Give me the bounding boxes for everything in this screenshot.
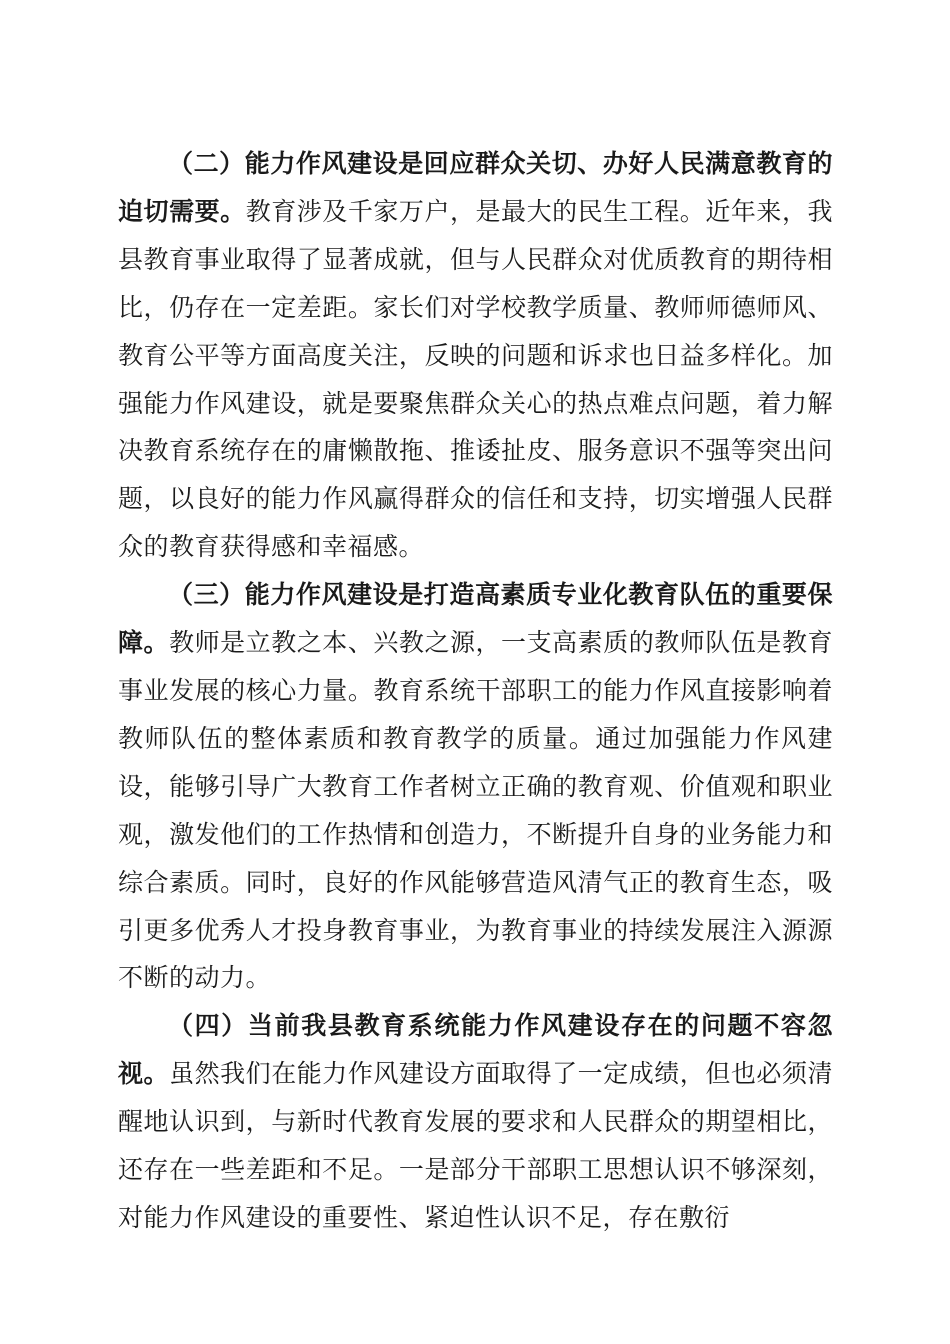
paragraph-four-body: 虽然我们在能力作风建设方面取得了一定成绩，但也必须清醒地认识到，与新时代教育发展的要求和人民群众的期望相比，还存在一些差距和不足。一是部分干部职工思想认识不够深刻，对能力作风建设的重要性、紧迫性认识不足，存在敷衍: [118, 1059, 833, 1232]
paragraph-four-heading: （四）当前我县教育系统能力作风建设存在的问题不容忽视。: [118, 1011, 833, 1089]
paragraph-three: [118, 571, 833, 1002]
paragraph-two: [118, 140, 833, 571]
paragraph-four: [118, 1002, 833, 1242]
paragraph-two-heading: （二）能力作风建设是回应群众关切、办好人民满意教育的迫切需要。: [118, 149, 833, 226]
paragraph-three-heading: （三）能力作风建设是打造高素质专业化教育队伍的重要保障。: [118, 580, 833, 658]
paragraph-three-body: 教师是立教之本、兴教之源，一支高素质的教师队伍是教育事业发展的核心力量。教育系统干部职工的能力作风直接影响着教师队伍的整体素质和教育教学的质量。通过加强能力作风建设，能够引导广大教育工作者树立正确的教育观、价值观和职业观，激发他们的工作热情和创造力，不断提升自身的业务能力和综合素质。同时，良好的作风能够营造风清气正的教育生态，吸引更多优秀人才投身教育事业，为教育事业的持续发展注入源源不断的动力。: [118, 628, 833, 993]
paragraph-two-body: 教育涉及千家万户，是最大的民生工程。近年来，我县教育事业取得了显著成就，但与人民群众对优质教育的期待相比，仍存在一定差距。家长们对学校教学质量、教师师德师风、教育公平等方面高度关注，反映的问题和诉求也日益多样化。加强能力作风建设，就是要聚焦群众关心的热点难点问题，着力解决教育系统存在的庸懒散拖、推诿扯皮、服务意识不强等突出问题，以良好的能力作风赢得群众的信任和支持，切实增强人民群众的教育获得感和幸福感。: [118, 196, 833, 562]
document-body: [118, 140, 833, 1242]
